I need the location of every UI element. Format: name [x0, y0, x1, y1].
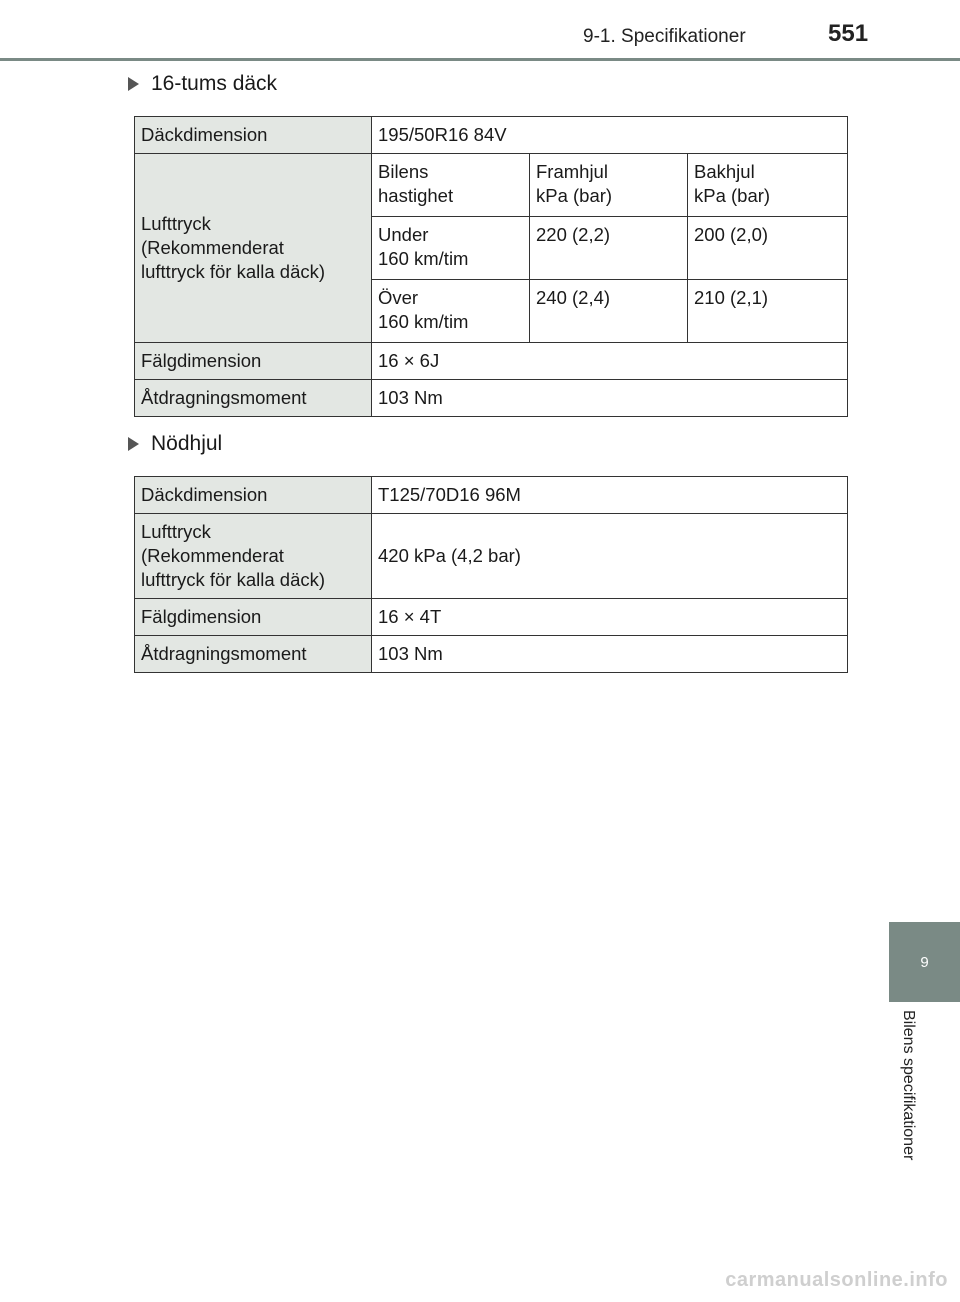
front-pressure-cell: 220 (2,2)	[530, 217, 688, 280]
table-row	[135, 477, 848, 514]
header-divider	[0, 58, 960, 61]
pressure-label: Lufttryck (Rekommenderat lufttryck för kalla däck)	[135, 514, 372, 599]
front-wheel-header: Framhjul kPa (bar)	[530, 154, 688, 217]
front-pressure-cell: 240 (2,4)	[530, 280, 688, 343]
chapter-title: Bilens specifikationer	[900, 1010, 917, 1161]
table-row	[135, 636, 848, 673]
tire-spec-table-spare	[134, 476, 848, 673]
section-heading-text: Nödhjul	[151, 432, 223, 455]
wheel-size-value: 16 × 6J	[372, 343, 848, 380]
table-row	[135, 343, 848, 380]
triangle-bullet-icon	[128, 437, 139, 451]
chapter-number: 9	[920, 953, 929, 971]
section-heading-text: 16-tums däck	[151, 72, 278, 95]
table-row	[135, 154, 848, 217]
table-row	[135, 599, 848, 636]
rear-pressure-cell: 200 (2,0)	[688, 217, 848, 280]
pressure-value: 420 kPa (4,2 bar)	[372, 514, 848, 599]
torque-label: Åtdragningsmoment	[135, 380, 372, 417]
rear-pressure-cell: 210 (2,1)	[688, 280, 848, 343]
table-row	[135, 514, 848, 599]
header-title: 9-1. Specifikationer	[583, 26, 746, 47]
tire-size-value: 195/50R16 84V	[372, 117, 848, 154]
tire-spec-table-16-inch	[134, 116, 848, 417]
tire-size-value: T125/70D16 96M	[372, 477, 848, 514]
rear-wheel-header: Bakhjul kPa (bar)	[688, 154, 848, 217]
page-number: 551	[828, 20, 869, 47]
table-row	[135, 380, 848, 417]
tire-size-label: Däckdimension	[135, 117, 372, 154]
torque-label: Åtdragningsmoment	[135, 636, 372, 673]
pressure-label: Lufttryck (Rekommenderat lufttryck för kalla däck)	[135, 154, 372, 343]
chapter-tab	[889, 922, 960, 1002]
torque-value: 103 Nm	[372, 380, 848, 417]
watermark: carmanualsonline.info	[725, 1269, 948, 1291]
speed-header: Bilens hastighet	[372, 154, 530, 217]
wheel-size-value: 16 × 4T	[372, 599, 848, 636]
table-row	[135, 117, 848, 154]
tire-size-label: Däckdimension	[135, 477, 372, 514]
wheel-size-label: Fälgdimension	[135, 343, 372, 380]
section-heading-spare-wheel	[128, 432, 222, 456]
speed-cell: Över 160 km/tim	[372, 280, 530, 343]
speed-cell: Under 160 km/tim	[372, 217, 530, 280]
torque-value: 103 Nm	[372, 636, 848, 673]
section-heading-16-inch	[128, 72, 277, 96]
triangle-bullet-icon	[128, 77, 139, 91]
chapter-title-vertical	[872, 1010, 942, 1210]
wheel-size-label: Fälgdimension	[135, 599, 372, 636]
